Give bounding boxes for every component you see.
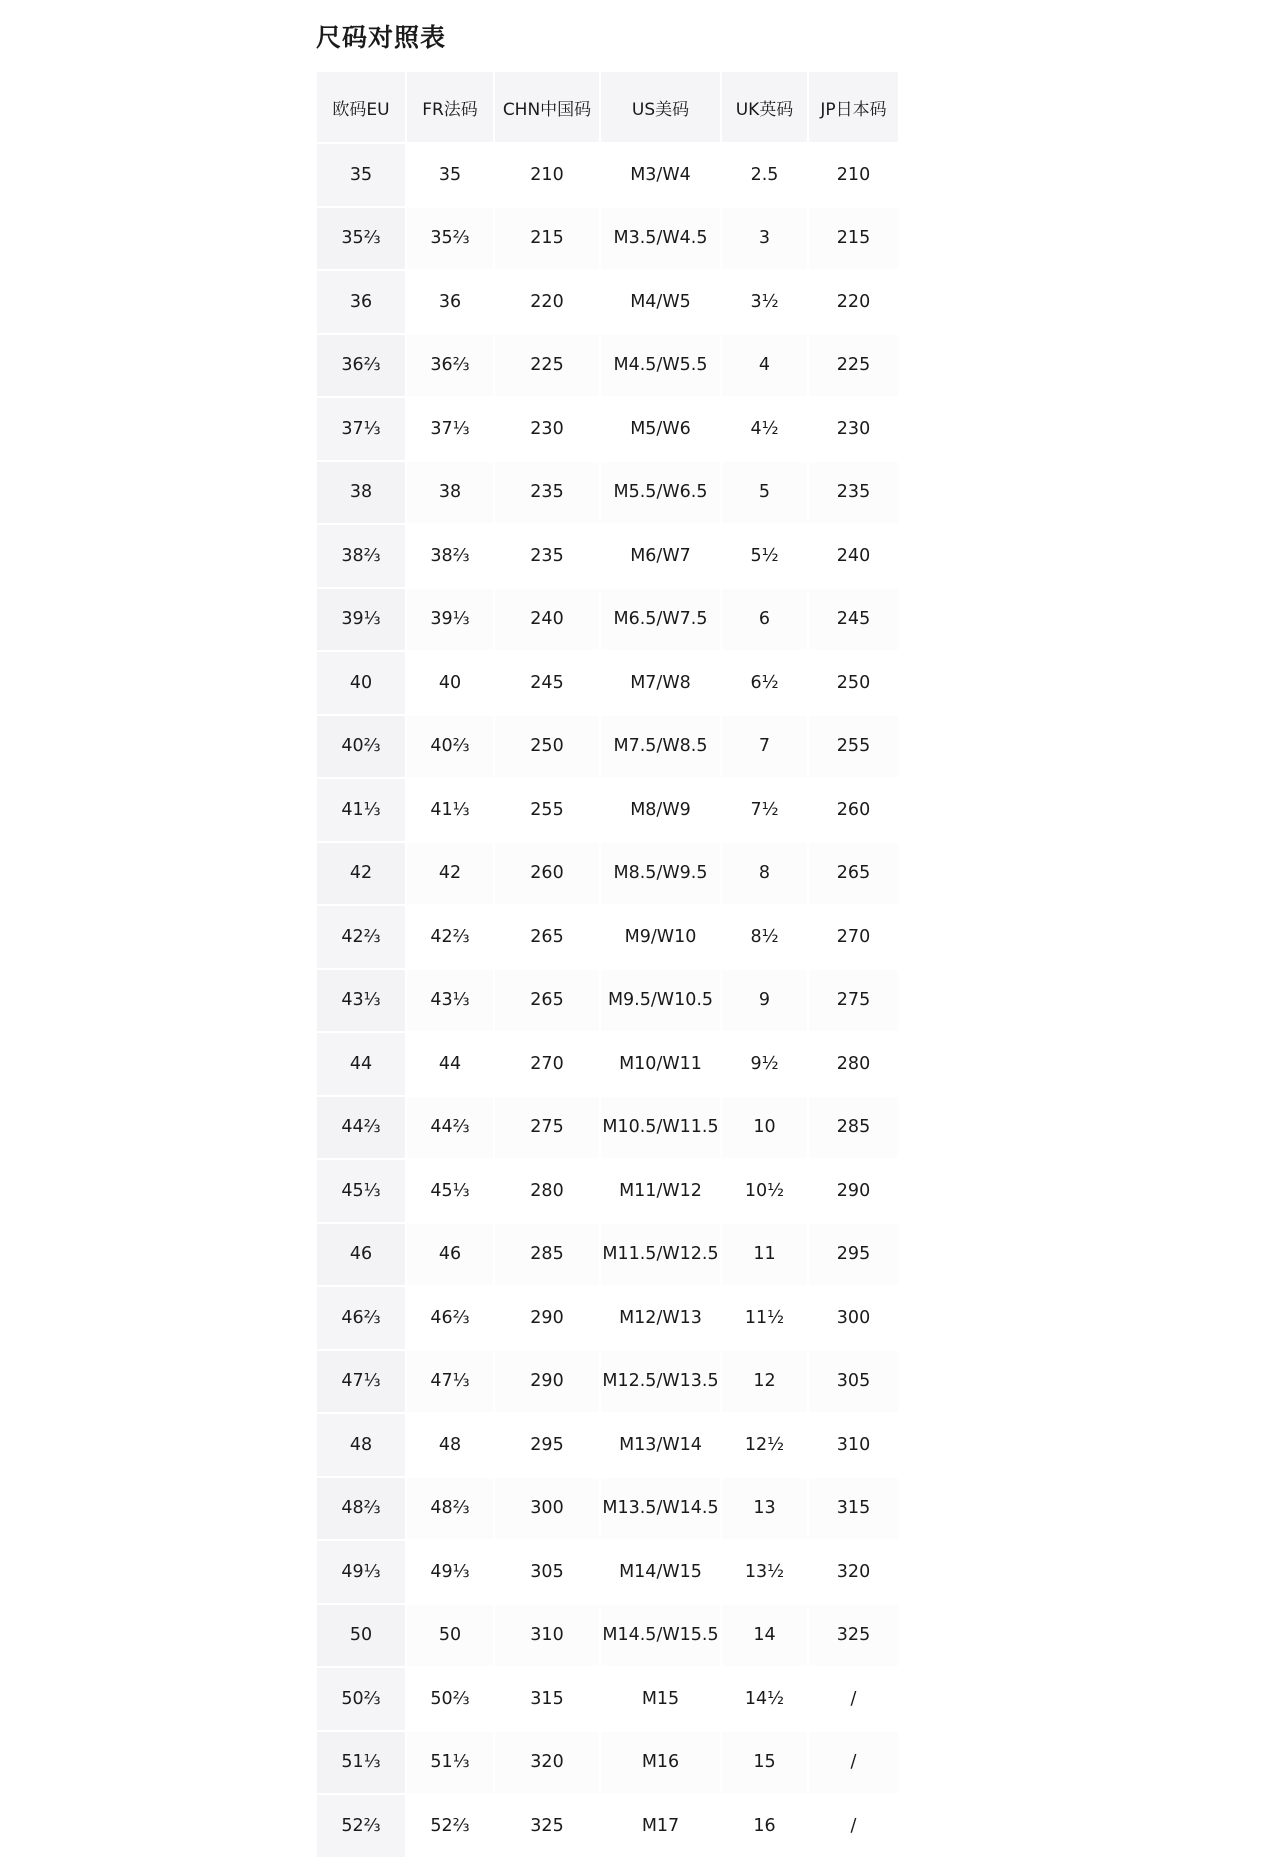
header-chn: CHN中国码 <box>495 72 599 144</box>
cell-chn: 210 <box>495 144 599 208</box>
cell-jp: 315 <box>809 1478 898 1542</box>
cell-chn: 250 <box>495 716 599 780</box>
cell-jp: 270 <box>809 906 898 970</box>
cell-us: M9.5/W10.5 <box>601 970 720 1034</box>
cell-us: M11/W12 <box>601 1160 720 1224</box>
cell-chn: 290 <box>495 1351 599 1415</box>
table-row <box>317 1351 898 1415</box>
header-jp: JP日本码 <box>809 72 898 144</box>
cell-fr: 38 <box>407 462 493 526</box>
cell-eu: 44 <box>317 1033 405 1097</box>
cell-eu: 46⅔ <box>317 1287 405 1351</box>
cell-uk: 5 <box>722 462 807 526</box>
table-row <box>317 906 898 970</box>
size-chart-table <box>315 72 900 1859</box>
cell-chn: 230 <box>495 398 599 462</box>
cell-chn: 305 <box>495 1541 599 1605</box>
cell-eu: 41⅓ <box>317 779 405 843</box>
cell-uk: 10 <box>722 1097 807 1161</box>
header-us: US美码 <box>601 72 720 144</box>
cell-chn: 255 <box>495 779 599 843</box>
cell-chn: 260 <box>495 843 599 907</box>
cell-jp: 305 <box>809 1351 898 1415</box>
cell-us: M15 <box>601 1668 720 1732</box>
cell-jp: / <box>809 1732 898 1796</box>
cell-eu: 52⅔ <box>317 1795 405 1859</box>
page-title: 尺码对照表 <box>316 23 447 52</box>
cell-fr: 43⅓ <box>407 970 493 1034</box>
cell-us: M14.5/W15.5 <box>601 1605 720 1669</box>
cell-chn: 295 <box>495 1414 599 1478</box>
cell-fr: 38⅔ <box>407 525 493 589</box>
cell-chn: 245 <box>495 652 599 716</box>
cell-fr: 46⅔ <box>407 1287 493 1351</box>
cell-jp: 295 <box>809 1224 898 1288</box>
cell-eu: 42⅔ <box>317 906 405 970</box>
cell-uk: 9 <box>722 970 807 1034</box>
cell-eu: 43⅓ <box>317 970 405 1034</box>
cell-us: M12/W13 <box>601 1287 720 1351</box>
cell-uk: 13 <box>722 1478 807 1542</box>
cell-eu: 35⅔ <box>317 208 405 272</box>
cell-eu: 40⅔ <box>317 716 405 780</box>
cell-fr: 49⅓ <box>407 1541 493 1605</box>
cell-fr: 42 <box>407 843 493 907</box>
cell-us: M10.5/W11.5 <box>601 1097 720 1161</box>
cell-fr: 48 <box>407 1414 493 1478</box>
cell-chn: 265 <box>495 970 599 1034</box>
cell-eu: 40 <box>317 652 405 716</box>
cell-fr: 35 <box>407 144 493 208</box>
cell-jp: / <box>809 1795 898 1859</box>
table-body <box>317 144 898 1859</box>
cell-chn: 265 <box>495 906 599 970</box>
cell-fr: 40⅔ <box>407 716 493 780</box>
cell-us: M12.5/W13.5 <box>601 1351 720 1415</box>
cell-jp: 245 <box>809 589 898 653</box>
cell-uk: 11½ <box>722 1287 807 1351</box>
table-row <box>317 1478 898 1542</box>
cell-jp: / <box>809 1668 898 1732</box>
table-row <box>317 1668 898 1732</box>
cell-chn: 235 <box>495 525 599 589</box>
cell-us: M5.5/W6.5 <box>601 462 720 526</box>
cell-jp: 240 <box>809 525 898 589</box>
cell-us: M16 <box>601 1732 720 1796</box>
cell-uk: 6½ <box>722 652 807 716</box>
cell-jp: 235 <box>809 462 898 526</box>
cell-eu: 48⅔ <box>317 1478 405 1542</box>
cell-fr: 44⅔ <box>407 1097 493 1161</box>
cell-uk: 8½ <box>722 906 807 970</box>
cell-jp: 225 <box>809 335 898 399</box>
cell-eu: 36 <box>317 271 405 335</box>
cell-eu: 38⅔ <box>317 525 405 589</box>
cell-jp: 215 <box>809 208 898 272</box>
cell-chn: 270 <box>495 1033 599 1097</box>
cell-fr: 47⅓ <box>407 1351 493 1415</box>
cell-chn: 300 <box>495 1478 599 1542</box>
table-row <box>317 1414 898 1478</box>
cell-chn: 285 <box>495 1224 599 1288</box>
cell-uk: 7 <box>722 716 807 780</box>
cell-eu: 35 <box>317 144 405 208</box>
cell-jp: 325 <box>809 1605 898 1669</box>
cell-chn: 290 <box>495 1287 599 1351</box>
cell-eu: 38 <box>317 462 405 526</box>
table-row <box>317 525 898 589</box>
cell-us: M6/W7 <box>601 525 720 589</box>
header-eu: 欧码EU <box>317 72 405 144</box>
cell-chn: 215 <box>495 208 599 272</box>
table-row <box>317 843 898 907</box>
cell-uk: 3 <box>722 208 807 272</box>
cell-fr: 42⅔ <box>407 906 493 970</box>
table-row <box>317 1795 898 1859</box>
table-row <box>317 1097 898 1161</box>
cell-eu: 45⅓ <box>317 1160 405 1224</box>
table-row <box>317 1224 898 1288</box>
cell-us: M17 <box>601 1795 720 1859</box>
cell-uk: 4 <box>722 335 807 399</box>
cell-chn: 235 <box>495 462 599 526</box>
cell-uk: 10½ <box>722 1160 807 1224</box>
table-row <box>317 589 898 653</box>
cell-uk: 15 <box>722 1732 807 1796</box>
table-row <box>317 652 898 716</box>
cell-chn: 225 <box>495 335 599 399</box>
cell-jp: 310 <box>809 1414 898 1478</box>
cell-us: M4.5/W5.5 <box>601 335 720 399</box>
cell-jp: 275 <box>809 970 898 1034</box>
cell-fr: 51⅓ <box>407 1732 493 1796</box>
cell-uk: 12 <box>722 1351 807 1415</box>
cell-eu: 37⅓ <box>317 398 405 462</box>
cell-chn: 280 <box>495 1160 599 1224</box>
cell-us: M13/W14 <box>601 1414 720 1478</box>
table-row <box>317 970 898 1034</box>
cell-eu: 49⅓ <box>317 1541 405 1605</box>
cell-fr: 41⅓ <box>407 779 493 843</box>
cell-uk: 14 <box>722 1605 807 1669</box>
table-row <box>317 1732 898 1796</box>
cell-eu: 47⅓ <box>317 1351 405 1415</box>
cell-eu: 50 <box>317 1605 405 1669</box>
table-row <box>317 462 898 526</box>
cell-chn: 325 <box>495 1795 599 1859</box>
table-row <box>317 716 898 780</box>
cell-eu: 39⅓ <box>317 589 405 653</box>
cell-fr: 39⅓ <box>407 589 493 653</box>
cell-jp: 280 <box>809 1033 898 1097</box>
cell-jp: 265 <box>809 843 898 907</box>
table-row <box>317 779 898 843</box>
cell-uk: 3½ <box>722 271 807 335</box>
cell-uk: 6 <box>722 589 807 653</box>
cell-eu: 42 <box>317 843 405 907</box>
cell-us: M13.5/W14.5 <box>601 1478 720 1542</box>
cell-fr: 45⅓ <box>407 1160 493 1224</box>
cell-jp: 290 <box>809 1160 898 1224</box>
table-row <box>317 1605 898 1669</box>
cell-fr: 40 <box>407 652 493 716</box>
cell-fr: 36 <box>407 271 493 335</box>
table-row <box>317 398 898 462</box>
cell-uk: 5½ <box>722 525 807 589</box>
table-row <box>317 144 898 208</box>
cell-us: M6.5/W7.5 <box>601 589 720 653</box>
cell-eu: 51⅓ <box>317 1732 405 1796</box>
cell-chn: 320 <box>495 1732 599 1796</box>
table-header <box>317 72 898 144</box>
cell-uk: 12½ <box>722 1414 807 1478</box>
cell-us: M14/W15 <box>601 1541 720 1605</box>
cell-us: M8.5/W9.5 <box>601 843 720 907</box>
cell-uk: 9½ <box>722 1033 807 1097</box>
cell-eu: 44⅔ <box>317 1097 405 1161</box>
cell-fr: 46 <box>407 1224 493 1288</box>
table-row <box>317 1287 898 1351</box>
cell-jp: 210 <box>809 144 898 208</box>
cell-eu: 50⅔ <box>317 1668 405 1732</box>
cell-jp: 285 <box>809 1097 898 1161</box>
cell-uk: 7½ <box>722 779 807 843</box>
cell-chn: 220 <box>495 271 599 335</box>
cell-jp: 220 <box>809 271 898 335</box>
cell-us: M3/W4 <box>601 144 720 208</box>
cell-us: M4/W5 <box>601 271 720 335</box>
cell-us: M3.5/W4.5 <box>601 208 720 272</box>
cell-fr: 48⅔ <box>407 1478 493 1542</box>
cell-jp: 255 <box>809 716 898 780</box>
cell-chn: 315 <box>495 1668 599 1732</box>
cell-jp: 300 <box>809 1287 898 1351</box>
header-uk: UK英码 <box>722 72 807 144</box>
cell-eu: 48 <box>317 1414 405 1478</box>
cell-uk: 11 <box>722 1224 807 1288</box>
cell-fr: 44 <box>407 1033 493 1097</box>
table-row <box>317 1033 898 1097</box>
cell-chn: 240 <box>495 589 599 653</box>
cell-eu: 46 <box>317 1224 405 1288</box>
cell-uk: 14½ <box>722 1668 807 1732</box>
cell-fr: 35⅔ <box>407 208 493 272</box>
header-fr: FR法码 <box>407 72 493 144</box>
table-row <box>317 271 898 335</box>
cell-jp: 320 <box>809 1541 898 1605</box>
cell-chn: 275 <box>495 1097 599 1161</box>
cell-us: M11.5/W12.5 <box>601 1224 720 1288</box>
cell-eu: 36⅔ <box>317 335 405 399</box>
cell-jp: 230 <box>809 398 898 462</box>
cell-fr: 50 <box>407 1605 493 1669</box>
cell-uk: 16 <box>722 1795 807 1859</box>
cell-uk: 13½ <box>722 1541 807 1605</box>
cell-uk: 2.5 <box>722 144 807 208</box>
cell-chn: 310 <box>495 1605 599 1669</box>
table-row <box>317 1160 898 1224</box>
cell-jp: 250 <box>809 652 898 716</box>
cell-uk: 8 <box>722 843 807 907</box>
cell-fr: 36⅔ <box>407 335 493 399</box>
cell-fr: 37⅓ <box>407 398 493 462</box>
table-row <box>317 335 898 399</box>
cell-fr: 50⅔ <box>407 1668 493 1732</box>
cell-us: M9/W10 <box>601 906 720 970</box>
cell-us: M7/W8 <box>601 652 720 716</box>
table-row <box>317 208 898 272</box>
table-row <box>317 1541 898 1605</box>
cell-jp: 260 <box>809 779 898 843</box>
cell-uk: 4½ <box>722 398 807 462</box>
header-row <box>317 72 898 144</box>
cell-us: M7.5/W8.5 <box>601 716 720 780</box>
cell-us: M10/W11 <box>601 1033 720 1097</box>
cell-us: M8/W9 <box>601 779 720 843</box>
cell-fr: 52⅔ <box>407 1795 493 1859</box>
cell-us: M5/W6 <box>601 398 720 462</box>
